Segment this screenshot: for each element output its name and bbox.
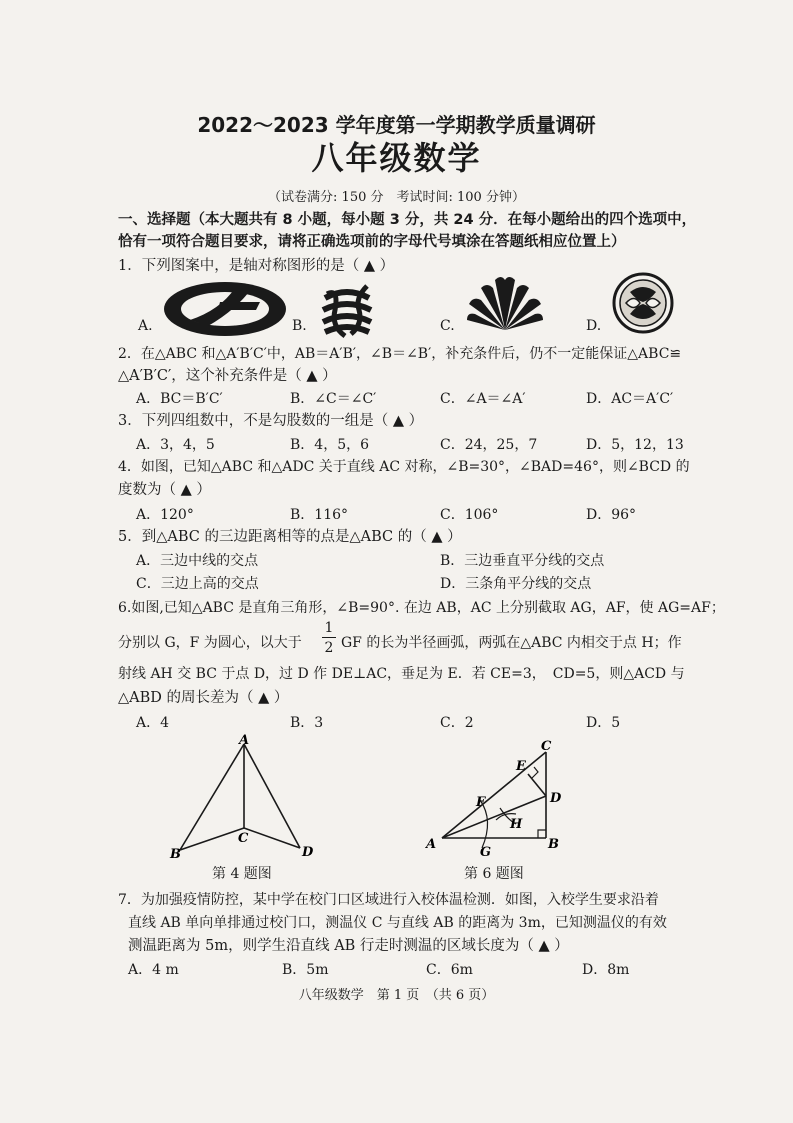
logo-c-icon: [465, 272, 545, 332]
q5-option-d: D．三条角平分线的交点: [440, 576, 592, 592]
exam-info: （试卷满分: 150 分 考试时间: 100 分钟）: [268, 190, 525, 205]
q4-option-d: D．96°: [586, 507, 637, 523]
fig6-label-b: B: [548, 837, 559, 852]
q1-stem: 1．下列图案中，是轴对称图形的是（ ▲ ）: [118, 258, 395, 274]
q2-line1: 2．在△ABC 和△A′B′C′中，AB＝A′B′，∠B＝∠B′，补充条件后，仍不一定能保证△ABC≌: [118, 346, 682, 362]
q3-option-d: D．5，12，13: [586, 437, 684, 453]
q6-line2a: 分别以 G，F 为圆心，以大于: [118, 635, 302, 651]
q2-line2: △A′B′C′，这个补充条件是（ ▲ ）: [118, 368, 337, 384]
q6-option-a: A．4: [136, 715, 170, 731]
fig4-label-a: A: [239, 733, 250, 748]
fig6-label-h: H: [510, 817, 523, 832]
q4-line1: 4．如图，已知△ABC 和△ADC 关于直线 AC 对称，∠B=30°，∠BAD=46°，则∠BCD 的: [118, 459, 690, 475]
fig4-label-b: B: [170, 847, 181, 862]
logo-b-icon: [317, 280, 377, 340]
q6-fraction-numerator: 1: [324, 620, 334, 636]
q6-line4: △ABD 的周长差为（ ▲ ）: [118, 690, 289, 706]
fig4-label-c: C: [238, 831, 249, 846]
q7-line1: 7．为加强疫情防控，某中学在校门口区域进行入校体温检测．如图，入校学生要求沿着: [118, 892, 659, 908]
q3-stem: 3．下列四组数中，不是勾股数的一组是（ ▲ ）: [118, 413, 424, 429]
q6-fraction-bar: [322, 637, 336, 638]
page-footer: 八年级数学 第 1 页 （共 6 页）: [298, 988, 495, 1003]
fig4-segment-ab: [180, 744, 244, 850]
fig6-label-d: D: [550, 791, 562, 806]
fig6-label-g: G: [480, 845, 492, 860]
q2-option-b: B．∠C＝∠C′: [290, 391, 377, 407]
q7-line3: 测温距离为 5m，则学生沿直线 AB 行走时测温的区域长度为（ ▲ ）: [128, 938, 569, 954]
fig4-label-d: D: [302, 845, 314, 860]
q1-option-c: C.: [440, 318, 455, 334]
q4-option-a: A．120°: [136, 507, 194, 523]
q5-stem: 5．到△ABC 的三边距离相等的点是△ABC 的（ ▲ ）: [118, 529, 462, 545]
q6-option-d: D．5: [586, 715, 621, 731]
fig6-label-a: A: [426, 837, 437, 852]
q7-option-d: D．8m: [582, 962, 630, 978]
fig6-right-angle-e: [532, 767, 538, 778]
q5-option-a: A．三边中线的交点: [136, 553, 259, 569]
q4-option-b: B．116°: [290, 507, 349, 523]
q6-line2b: GF 的长为半径画弧，两弧在△ABC 内相交于点 H；作: [341, 635, 682, 651]
q4-line2: 度数为（ ▲ ）: [118, 482, 211, 498]
q7-option-b: B．5m: [282, 962, 329, 978]
fig4-segment-bc: [180, 828, 244, 850]
fig4-segment-ad: [244, 744, 300, 848]
q6-option-c: C．2: [440, 715, 474, 731]
q1-option-a: A.: [138, 318, 153, 334]
fig6-ray-ad: [442, 796, 546, 838]
logo-d-icon: [612, 272, 674, 334]
q6-fraction-denominator: 2: [324, 640, 334, 656]
figure-6-diagram: [420, 736, 570, 862]
q3-option-a: A．3，4，5: [136, 437, 215, 453]
section-heading-line2: 恰有一项符合题目要求，请将正确选项前的字母代号填涂在答题纸相应位置上）: [118, 234, 626, 250]
q6-option-b: B．3: [290, 715, 324, 731]
q3-option-b: B．4，5，6: [290, 437, 370, 453]
q7-option-c: C．6m: [426, 962, 473, 978]
q2-option-c: C．∠A＝∠A′: [440, 391, 526, 407]
q2-option-d: D．AC＝A′C′: [586, 391, 674, 407]
q5-option-c: C．三边上高的交点: [136, 576, 259, 592]
figure-4-caption: 第 4 题图: [212, 866, 272, 882]
q4-option-c: C．106°: [440, 507, 499, 523]
q2-option-a: A．BC＝B′C′: [136, 391, 223, 407]
q7-line2: 直线 AB 单向单排通过校门口，测温仪 C 与直线 AB 的距离为 3m，已知测温仪的有效: [128, 915, 667, 931]
q1-option-b: B.: [292, 318, 307, 334]
q7-option-a: A．4 m: [128, 962, 179, 978]
q3-option-c: C．24，25，7: [440, 437, 538, 453]
fig6-label-c: C: [541, 739, 552, 754]
q5-option-b: B．三边垂直平分线的交点: [440, 553, 605, 569]
fig6-right-angle-b: [538, 830, 546, 838]
exam-header-title: 2022～2023 学年度第一学期教学质量调研: [197, 113, 596, 137]
q6-line1: 6.如图,已知△ABC 是直角三角形，∠B=90°. 在边 AB，AC 上分别截取 AG，AF，使 AG=AF；: [118, 600, 725, 616]
fig6-label-e: E: [516, 759, 526, 774]
fig6-label-f: F: [476, 795, 486, 810]
fig6-segment-de: [528, 774, 546, 796]
exam-subject-title: 八年级数学: [311, 139, 482, 177]
figure-4-diagram: [160, 732, 330, 864]
fig6-segment-ac: [442, 752, 546, 838]
q1-option-d: D.: [586, 318, 602, 334]
section-heading-line1: 一、选择题（本大题共有 8 小题，每小题 3 分，共 24 分．在每小题给出的四个选项中，: [118, 212, 697, 228]
q6-line3: 射线 AH 交 BC 于点 D，过 D 作 DE⊥AC，垂足为 E．若 CE=3， CD=5，则△ACD 与: [118, 666, 685, 682]
figure-6-caption: 第 6 题图: [464, 866, 524, 882]
logo-a-icon: [160, 280, 290, 338]
